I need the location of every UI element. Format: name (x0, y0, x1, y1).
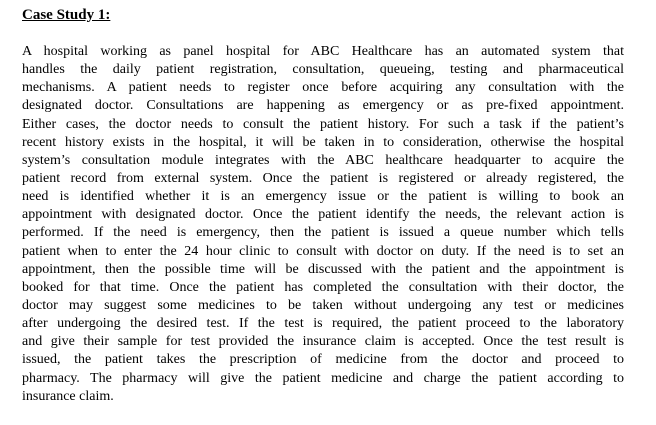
paragraph-line: mechanisms. A patient needs to register once before acquiring any consultation with the (22, 80, 624, 96)
paragraph-line: Either cases, the doctor needs to consult the patient history. For such a task if the patient’s (22, 116, 624, 132)
paragraph-line: performed. If the need is emergency, then the patient is issued a queue number which tells (22, 225, 624, 241)
paragraph-line: pharmacy. The pharmacy will give the patient medicine and charge the patient according to (22, 370, 624, 386)
paragraph-line: patient when to enter the 24 hour clinic to consult with doctor on duty. If the need is to set an (22, 243, 624, 259)
paragraph-line: booked for that time. Once the patient has completed the consultation with their doctor, the (22, 279, 624, 295)
paragraph-line: handles the daily patient registration, consultation, queueing, testing and pharmaceutical (22, 62, 624, 78)
case-study-heading: Case Study 1: (22, 7, 111, 23)
case-study-body (22, 43, 624, 406)
paragraph-line: A hospital working as panel hospital for ABC Healthcare has an automated system that (22, 44, 624, 59)
paragraph-line: issued, the patient takes the prescription of medicine from the doctor and proceed to (22, 352, 624, 368)
paragraph-line: appointment with designated doctor. Once the patient identify the needs, the relevant action is (22, 207, 624, 223)
paragraph-line: designated doctor. Consultations are happening as emergency or as pre-fixed appointment. (22, 98, 624, 114)
paragraph-line: and give their sample for test provided the insurance claim is accepted. Once the test result is (22, 334, 624, 350)
paragraph-line: insurance claim. (22, 388, 114, 404)
paragraph-line: system’s consultation module integrates with the ABC healthcare headquarter to acquire the (22, 152, 624, 168)
paragraph-line: doctor may suggest some medicines to be taken without undergoing any test or medicines (22, 297, 624, 313)
paragraph-line: patient record from external system. Once the patient is registered or already registered, the (22, 170, 624, 186)
paragraph-line: appointment, then the possible time will be discussed with the patient and the appointment is (22, 261, 624, 277)
paragraph-line: need is identified whether it is an emergency issue or the patient is willing to book an (22, 189, 624, 205)
paragraph-line: after undergoing the desired test. If the test is required, the patient proceed to the laboratory (22, 316, 624, 332)
paragraph-line: recent history exists in the hospital, it will be taken in to consideration, otherwise the hospital (22, 134, 624, 150)
